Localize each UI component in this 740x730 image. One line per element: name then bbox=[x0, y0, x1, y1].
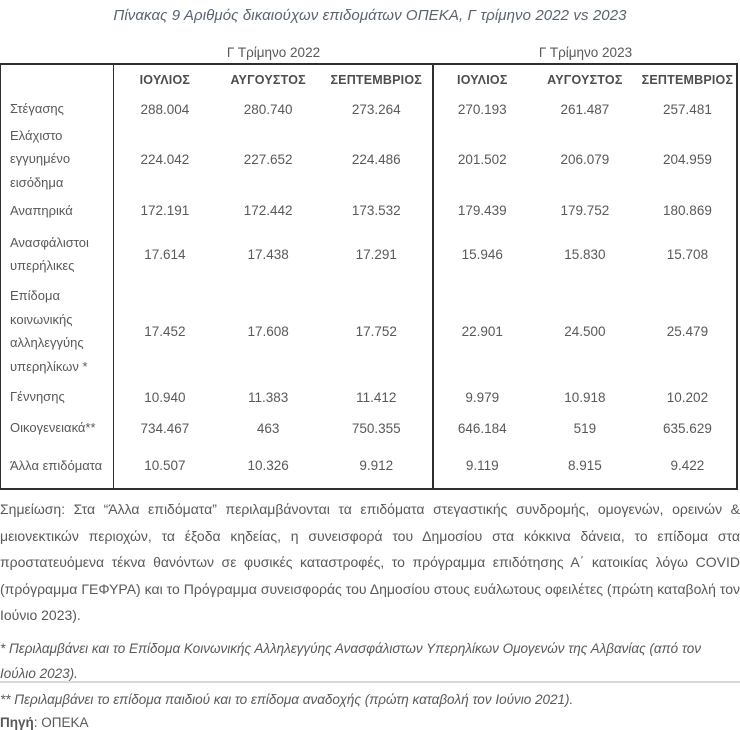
table-cell: 750.355 bbox=[321, 413, 433, 443]
header-empty-cell bbox=[1, 64, 114, 94]
footnote-1: * Περιλαμβάνει και το Επίδομα Κοινωνικής Αλληλεγγύης Ανασφάλιστων Υπερηλίκων Ομογενών της Αλβανίας (από τον Ιούλιο 2023). bbox=[0, 640, 702, 681]
table-cell: 224.042 bbox=[140, 151, 190, 167]
table-cell: 206.079 bbox=[560, 151, 610, 167]
table-cell: 288.004 bbox=[140, 101, 190, 117]
table-cell: 9.119 bbox=[465, 458, 499, 474]
table-row bbox=[1, 443, 738, 489]
table-cell: 646.184 bbox=[457, 420, 507, 436]
col-header-sep-2023: ΣΕΠΤΕΜΒΡΙΟΣ bbox=[641, 72, 734, 87]
table-cell: 9.979 bbox=[465, 389, 500, 405]
source-label: Πηγή bbox=[0, 714, 34, 730]
table-cell: 635.629 bbox=[663, 420, 712, 436]
row-label: Αναπηρικά bbox=[1, 194, 114, 227]
table-cell: 10.507 bbox=[144, 458, 186, 474]
table-cell: 172.191 bbox=[140, 203, 190, 219]
table-cell: 227.652 bbox=[243, 151, 293, 167]
table-cell: 201.502 bbox=[457, 151, 507, 167]
table-cell: 15.946 bbox=[461, 246, 503, 262]
table-row bbox=[1, 124, 738, 194]
table-cell: 17.452 bbox=[144, 323, 186, 339]
table-cell: 519 bbox=[573, 420, 597, 436]
table-cell: 17.608 bbox=[247, 323, 289, 339]
table-cell: 204.959 bbox=[663, 151, 712, 167]
col-header-aug-2022: ΑΥΓΟΥΣΤΟΣ bbox=[230, 72, 306, 87]
row-label: Άλλα επιδόματα bbox=[1, 443, 114, 489]
source-value: : ΟΠΕΚΑ bbox=[33, 714, 89, 730]
table-cell: 180.869 bbox=[663, 203, 712, 219]
table-cell: 24.500 bbox=[564, 323, 606, 339]
row-label: Επίδομα κοινωνικής αλληλεγγύης υπερηλίκων * bbox=[1, 281, 114, 381]
quarter-group-header-row bbox=[0, 45, 740, 60]
table-cell: 25.479 bbox=[666, 323, 709, 339]
table-cell: 15.830 bbox=[564, 246, 606, 262]
table-row bbox=[1, 413, 738, 443]
table-cell: 10.918 bbox=[564, 389, 606, 405]
group-header-2023: Γ Τρίμηνο 2023 bbox=[538, 45, 633, 60]
table-cell: 17.291 bbox=[321, 227, 433, 281]
page-bottom-rule bbox=[0, 681, 740, 683]
table-cell: 17.614 bbox=[144, 246, 186, 262]
row-label: Ανασφάλιστοι υπερήλικες bbox=[1, 227, 114, 281]
table-row bbox=[1, 194, 738, 227]
table-cell: 273.264 bbox=[321, 94, 433, 124]
table-cell: 173.532 bbox=[321, 194, 433, 227]
table-cell: 8.915 bbox=[567, 458, 602, 474]
table-title: Πίνακας 9 Αριθμός δικαιούχων επιδομάτων ΟΠΕΚΑ, Γ τρίμηνο 2022 vs 2023 bbox=[113, 7, 627, 24]
table-cell: 463 bbox=[256, 420, 280, 436]
col-header-aug-2023: ΑΥΓΟΥΣΤΟΣ bbox=[547, 72, 623, 87]
table-cell: 261.487 bbox=[560, 101, 610, 117]
footnote-2: ** Περιλαμβάνει το επίδομα παιδιού και το επίδομα αναδοχής (πρώτη καταβολή τον Ιούνιο 2021). bbox=[0, 691, 574, 707]
benefits-table bbox=[0, 63, 738, 490]
col-header-jul-2023: ΙΟΥΛΙΟΣ bbox=[457, 72, 508, 87]
table-cell: 10.940 bbox=[144, 389, 186, 405]
table-cell: 10.202 bbox=[666, 389, 709, 405]
row-label: Ελάχιστο εγγυημένο εισόδημα bbox=[1, 124, 114, 194]
table-cell: 15.708 bbox=[666, 246, 709, 262]
table-cell: 11.383 bbox=[248, 389, 289, 405]
col-header-sep-2022: ΣΕΠΤΕΜΒΡΙΟΣ bbox=[321, 64, 433, 94]
table-cell: 179.752 bbox=[560, 203, 610, 219]
table-cell: 172.442 bbox=[243, 203, 293, 219]
group-header-2022: Γ Τρίμηνο 2022 bbox=[226, 45, 321, 60]
group-header-spacer bbox=[0, 45, 114, 60]
table-cell: 22.901 bbox=[461, 323, 503, 339]
table-cell: 179.439 bbox=[457, 203, 507, 219]
table-cell: 9.422 bbox=[670, 458, 705, 474]
note-text: Σημείωση: Στα “Άλλα επιδόματα” περιλαμβάνονται τα επιδόματα στεγαστικής συνδρομής, ομογενών, ορεινών & μειονεκτικών περιοχών, τα έξοδα κηδείας, η συνεισφορά του Δημοσίου στα κόκκινα δάνεια, το επίδομα στα προστατευόμενα τέκνα θανόντων σε φυσικές καταστροφές, το πρόγραμμα επιδότησης Α΄ κατοικίας λόγω COVID (πρόγραμμα ΓΕΦΥΡΑ) και το Πρόγραμμα συνεισφοράς του Δημοσίου στους ευάλωτους οφειλέτες (πρώτη καταβολή τον Ιούνιο 2023). bbox=[0, 501, 740, 624]
table-cell: 734.467 bbox=[140, 420, 190, 436]
table-cell: 257.481 bbox=[663, 101, 712, 117]
table-cell: 224.486 bbox=[321, 124, 433, 194]
table-row bbox=[1, 381, 738, 413]
table-row bbox=[1, 94, 738, 124]
table-cell: 17.438 bbox=[247, 246, 289, 262]
table-cell: 9.912 bbox=[321, 443, 433, 489]
table-cell: 17.752 bbox=[321, 281, 433, 381]
row-label: Στέγασης bbox=[1, 94, 114, 124]
table-cell: 10.326 bbox=[247, 458, 289, 474]
table-row bbox=[1, 281, 738, 381]
row-label: Γέννησης bbox=[1, 381, 114, 413]
table-cell: 270.193 bbox=[457, 101, 507, 117]
table-cell: 280.740 bbox=[243, 101, 293, 117]
table-header-row bbox=[1, 64, 738, 94]
table-row bbox=[1, 227, 738, 281]
col-header-jul-2022: ΙΟΥΛΙΟΣ bbox=[139, 72, 191, 87]
table-cell: 11.412 bbox=[321, 381, 433, 413]
row-label: Οικογενειακά** bbox=[1, 413, 114, 443]
source-line bbox=[0, 715, 740, 730]
